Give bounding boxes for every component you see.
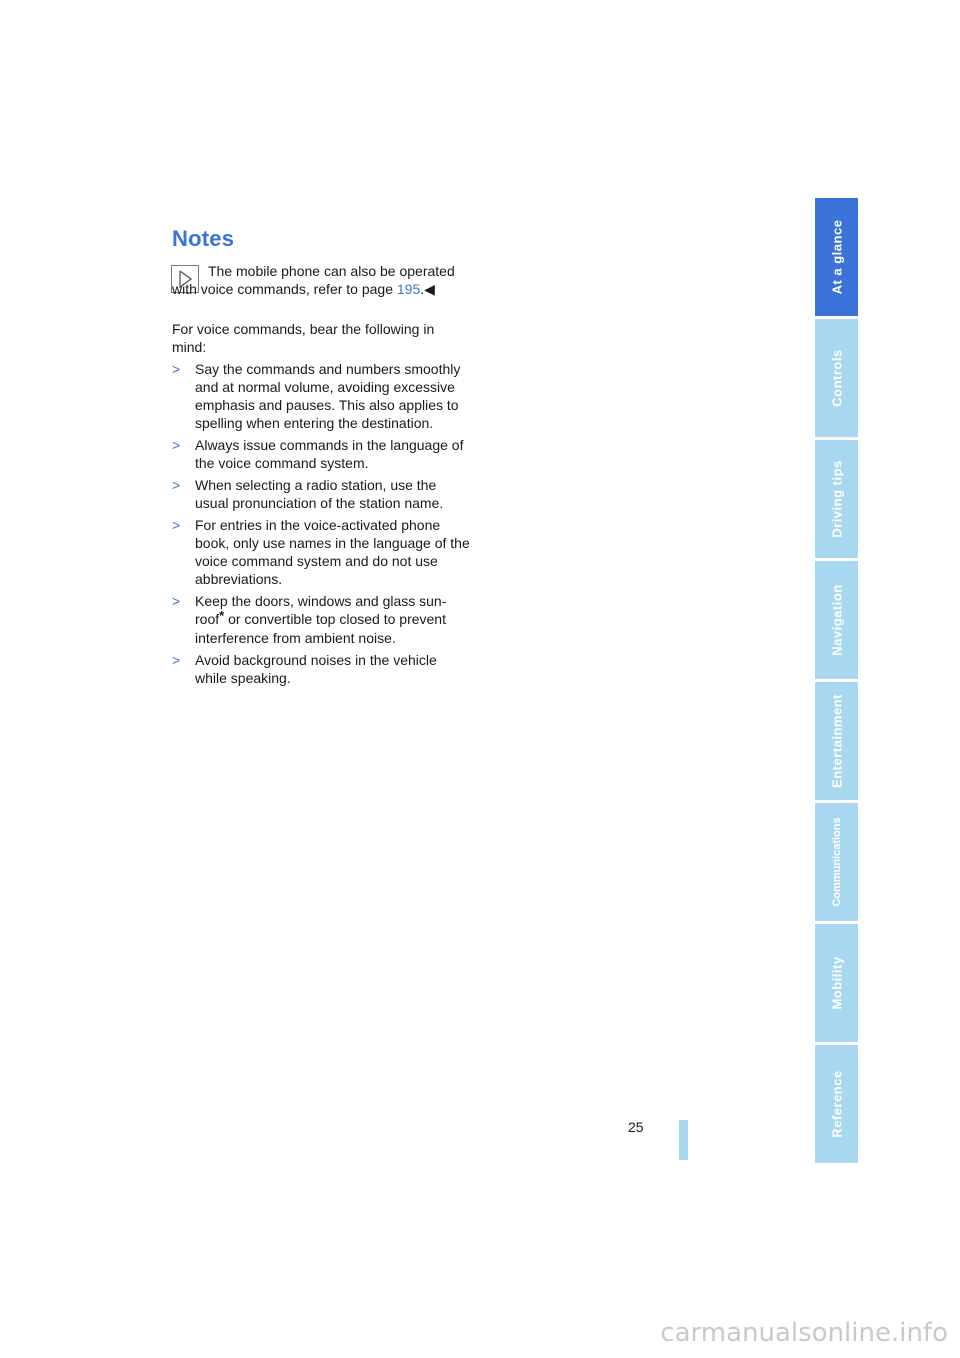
bullet-marker-icon: > [172,652,181,668]
page-number: 25 [628,1119,644,1135]
list-item [172,476,472,512]
site-watermark: carmanualsonline.info [660,1318,948,1348]
list-item [172,651,472,687]
section-title: Notes [172,226,235,251]
tab-driving-tips[interactable] [815,440,858,558]
tab-label: Driving tips [829,460,844,538]
chapter-tabs [815,198,858,1166]
list-item-text: For entries in the voice-activated phone book, only use names in the language of the voice command system and do not use abbreviations. [195,517,470,587]
note-end-marker-icon: ◀ [424,281,435,297]
list-item-text: Always issue commands in the language of the voice command system. [195,437,464,471]
bullet-marker-icon: > [172,361,181,377]
intro-paragraph: For voice commands, bear the following in mind: [172,321,435,355]
note-body: The mobile phone can also be operated with voice commands, refer to page [172,263,455,297]
tab-label: Communications [830,817,843,907]
list-item-text [195,593,446,646]
tab-at-a-glance[interactable] [815,198,858,316]
list-item [172,436,472,472]
tab-label: At a glance [829,219,844,295]
list-item-text-part: or convertible top closed to prevent interference from ambient noise. [195,611,446,646]
note-text [172,262,472,298]
tab-mobility[interactable] [815,924,858,1042]
tab-navigation[interactable] [815,561,858,679]
tab-label: Reference [829,1070,844,1138]
tab-reference[interactable] [815,1045,858,1163]
tab-communications[interactable] [815,803,858,921]
bullet-marker-icon: > [172,593,181,609]
bullet-marker-icon: > [172,477,181,493]
optional-equipment-star-icon: * [219,608,225,623]
tab-controls[interactable] [815,319,858,437]
page-reference-link[interactable]: 195 [396,281,421,297]
tab-label: Navigation [829,584,844,656]
guidelines-list [172,360,472,691]
list-item [172,592,472,647]
bullet-marker-icon: > [172,437,181,453]
list-item [172,360,472,432]
list-item-text: Avoid background noises in the vehicle while speaking. [195,652,437,686]
list-item-text-part: Keep the doors, windows and glass sun-roof [195,593,447,627]
tab-entertainment[interactable] [815,682,858,800]
list-item [172,516,472,588]
bullet-marker-icon: > [172,517,181,533]
note-period: . [420,281,425,297]
list-item-text: Say the commands and numbers smoothly and at normal volume, avoiding excessive emphasis and pauses. This also applies to spelling when entering the destination. [195,361,461,431]
tab-label: Mobility [829,956,844,1010]
page-marker [679,1120,688,1160]
tab-label: Entertainment [829,694,844,788]
list-item-text: When selecting a radio station, use the usual pronunciation of the station name. [195,477,444,511]
tab-label: Controls [829,349,844,407]
